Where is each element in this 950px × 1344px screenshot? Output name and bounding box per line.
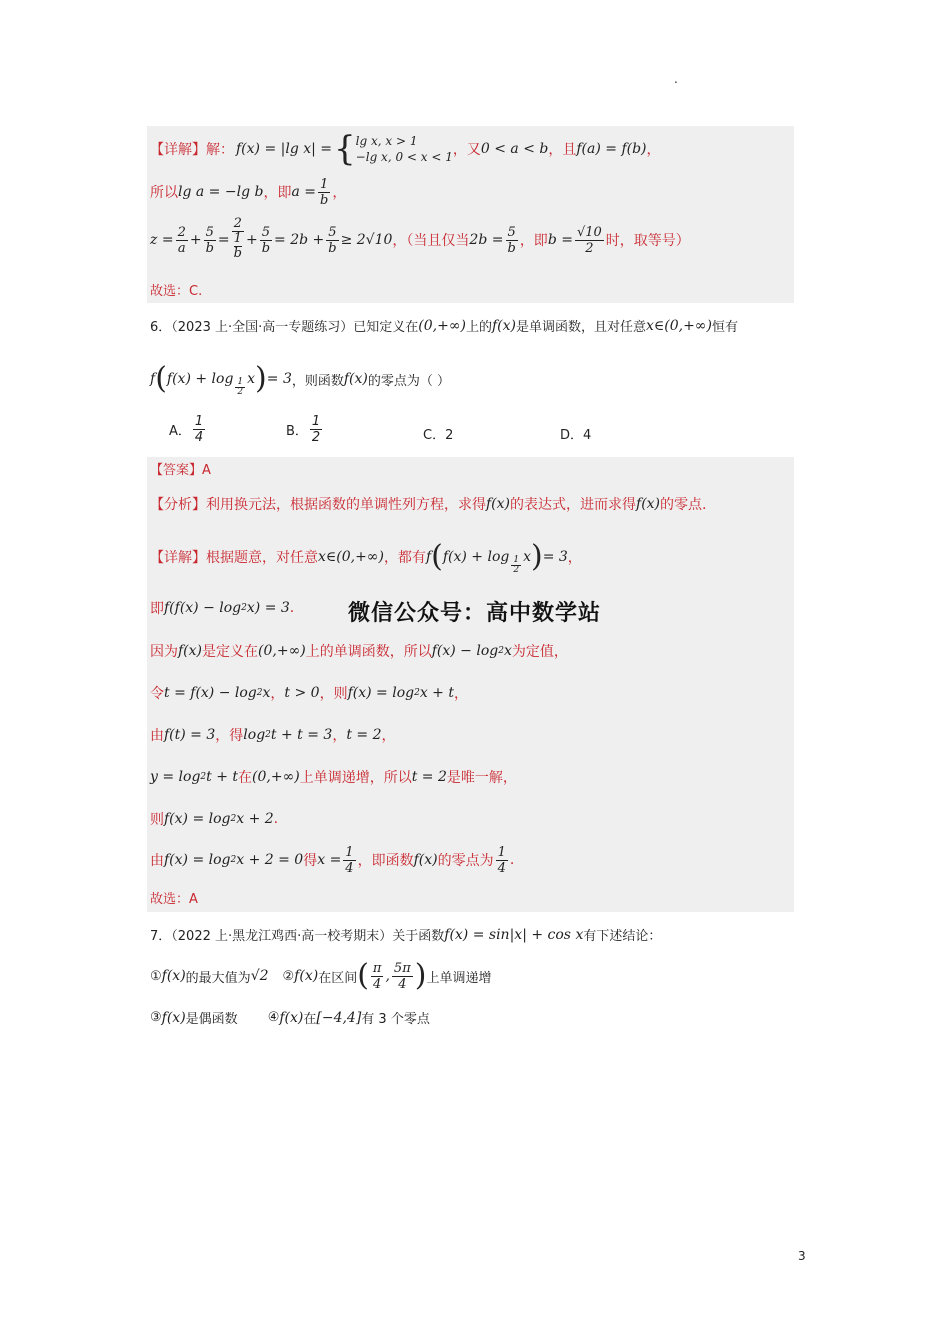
q7-statements-1-2: ① f(x) 的最大值为 √2 ② f(x) 在区间 ( $\frac{\pi}{4}$ , $\frac{5\pi}{4}$ ) 上单调递增 <box>150 958 492 993</box>
step-3: 令 t = f(x) − log 2 x ， t > 0 ，则 f(x) = log 2 x + t ， <box>150 685 468 702</box>
option-b[interactable]: B． $\frac{1}{2}$ <box>286 414 321 445</box>
box1-line3: z = $\frac{2}{a}$ + $\frac{5}{b}$ = 2 1 b + $\frac{5}{b}$ = 2b + $\frac{5}{b}$ ≥ 2√10 ，（当且仅当 2b = $\frac{5}{b}$ ，即 b = $\frac{√10}{2}$ 时，取等号） <box>150 216 690 261</box>
top-dot: . <box>674 72 678 86</box>
step-5: y = log 2 t + t 在 (0,+∞) 上单调递增，所以 t = 2 是唯一解， <box>150 769 517 786</box>
q7-statements-3-4: ③ f(x) 是偶函数 ④ f(x) 在 [−4,4] 有 3 个零点 <box>150 1009 430 1027</box>
q7-stem: 7．（2022 上·黑龙江鸡西·高一校考期末）关于函数 f(x) = sin|x| + cos x 有下述结论： <box>150 926 662 944</box>
page-number: 3 <box>798 1249 806 1263</box>
q6-stem-line2: f ( f(x) + log $\frac{1}{2}$ x ) = 3 ，则函数 f(x) 的零点为（ ） <box>150 361 451 397</box>
step-4: 由 f(t) = 3 ，得 log 2 t + t = 3 ， t = 2 ， <box>150 727 396 744</box>
box1-answer: 故选：C. <box>150 284 203 299</box>
compound-fraction: 2 1 b <box>233 216 242 261</box>
watermark: 微信公众号：高中数学站 <box>348 601 602 626</box>
piecewise-brace: { <box>334 129 356 169</box>
option-c[interactable]: C．2 <box>423 428 454 443</box>
analysis-line: 【分析】 利用换元法，根据函数的单调性列方程，求得 f(x) 的表达式，进而求得 f(x) 的零点. <box>150 496 707 513</box>
detail-line: 【详解】 根据题意，对任意 x∈(0,+∞) ，都有 f ( f(x) + log $\frac{1}{2}$ x ) = 3 ， <box>150 539 582 575</box>
answer-tag: 【答案】A <box>150 463 211 478</box>
step-2: 因为 f(x) 是定义在 (0,+∞) 上的单调函数，所以 f(x) − log 2 x 为定值， <box>150 643 568 660</box>
q6-stem-line1: 6．（2023 上·全国·高一专题练习）已知定义在 (0,+∞) 上的 f(x) 是单调函数，且对任意 x∈(0,+∞) 恒有 <box>150 317 738 335</box>
option-d[interactable]: D．4 <box>560 428 592 443</box>
step-7: 由 f(x) = log 2 x + 2 = 0 得 x = $\frac{1}{4}$ ，即函数 f(x) 的零点为 $\frac{1}{4}$ . <box>150 844 515 876</box>
fraction: $\frac{1}{b}$ <box>319 176 329 208</box>
detail-tag: 【详解】 <box>150 142 206 158</box>
step-1: 即 f(f(x) − log 2 x) = 3 . <box>150 600 295 617</box>
piecewise-cases: lg x, x > 1 −lg x, 0 < x < 1 <box>355 134 453 164</box>
box2-answer: 故选：A <box>150 892 198 907</box>
option-a[interactable]: A． $\frac{1}{4}$ <box>169 414 204 445</box>
step-6: 则 f(x) = log 2 x + 2 . <box>150 811 279 828</box>
box1-line1: 【详解】 解： f(x) = |lg x| = { lg x, x > 1 −lg x, 0 < x < 1 ，又 0 < a < b ，且 f(a) = f(b) ， <box>150 129 661 169</box>
box1-line2: 所以 lg a = −lg b ，即 a = $\frac{1}{b}$ ， <box>150 176 347 208</box>
